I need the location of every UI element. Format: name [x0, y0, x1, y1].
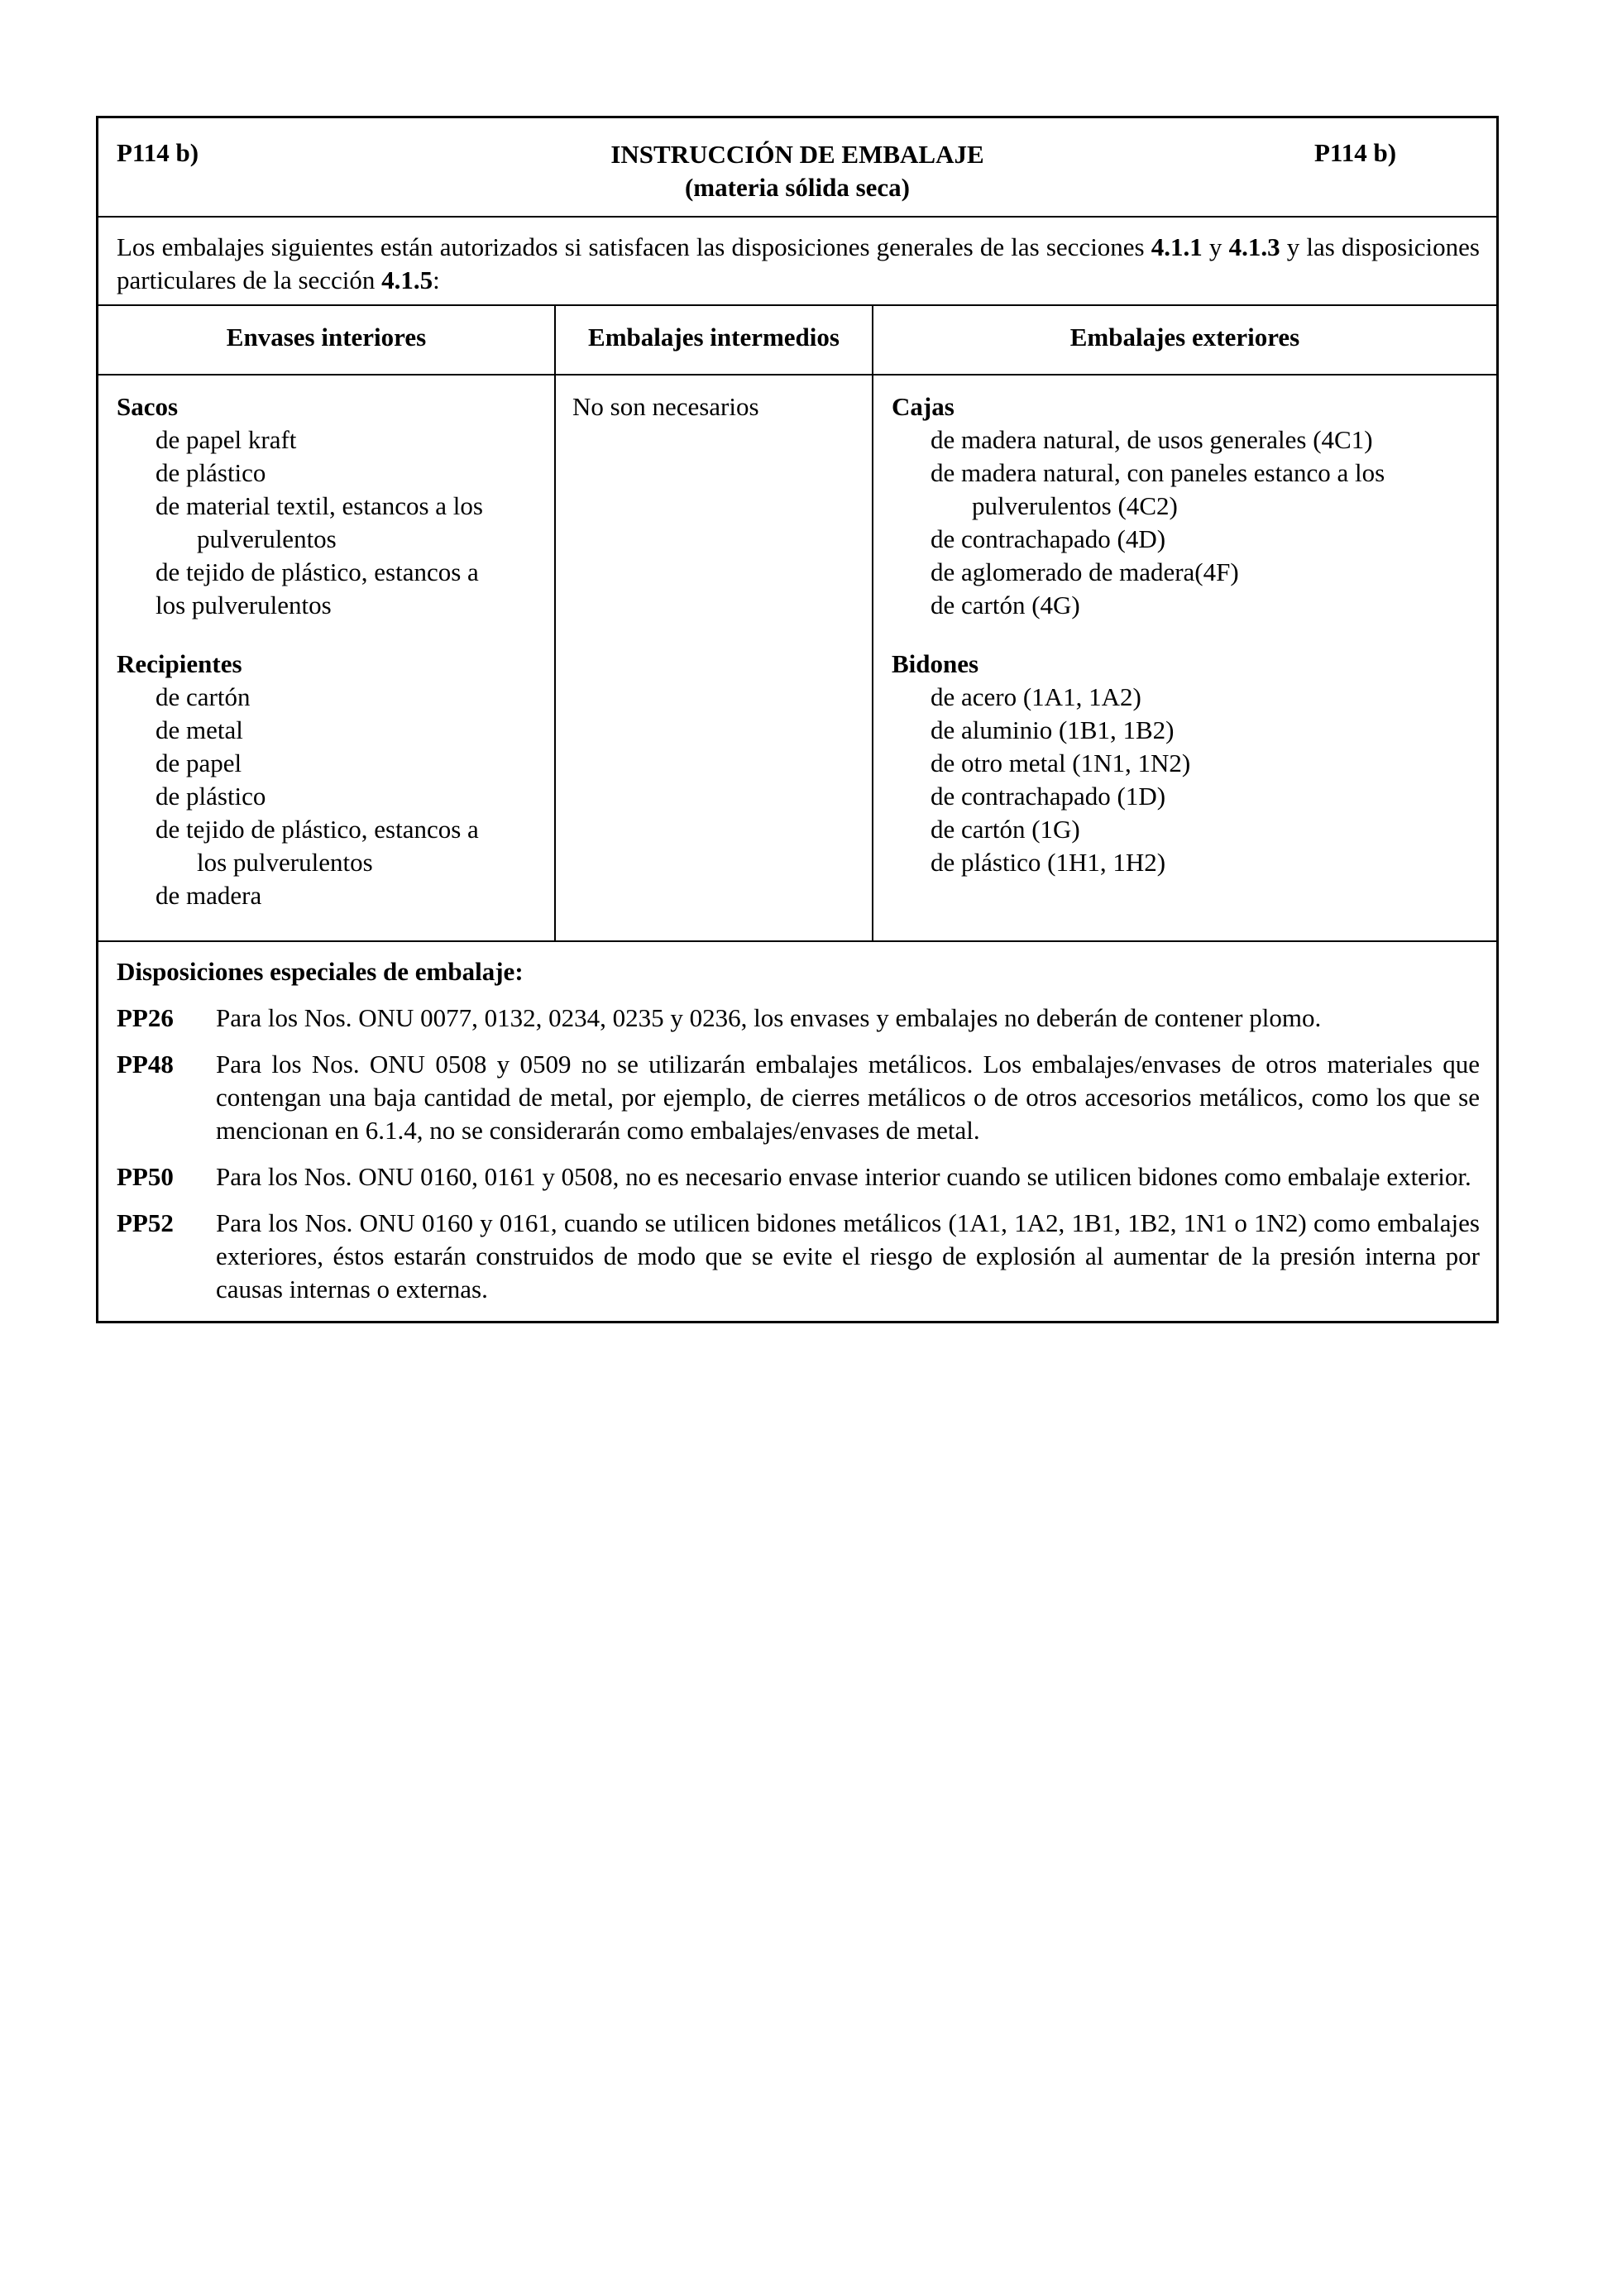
- instruction-header: [98, 118, 1496, 218]
- intermediate-packagings: [556, 375, 873, 940]
- provision-code: PP52: [117, 1208, 174, 1237]
- column-header-inner: Envases interiores: [98, 306, 556, 374]
- intro-text: :: [433, 265, 440, 294]
- instruction-title-block: [98, 138, 1496, 204]
- list-item: de madera: [156, 881, 262, 910]
- group-heading: Recipientes: [117, 649, 242, 678]
- list-item: de tejido de plástico, estancos a: [156, 557, 479, 586]
- list-item: de aglomerado de madera(4F): [931, 557, 1239, 586]
- list-item: de cartón (4G): [931, 591, 1080, 619]
- column-header-intermediate: Embalajes intermedios: [556, 306, 873, 374]
- provision-code: PP50: [117, 1162, 174, 1191]
- list-item: de plástico (1H1, 1H2): [931, 848, 1166, 877]
- list-item: de cartón (1G): [931, 815, 1080, 844]
- column-header-outer: Embalajes exteriores: [1069, 323, 1300, 352]
- special-provisions: [98, 942, 1496, 1321]
- provision-item: [117, 1207, 1480, 1306]
- packing-instruction-table: [96, 116, 1499, 1323]
- list-item: de madera natural, de usos generales (4C1): [931, 425, 1373, 454]
- provision-item: [117, 1160, 1480, 1193]
- list-item: de material textil, estancos a los: [156, 491, 483, 520]
- instruction-title: INSTRUCCIÓN DE EMBALAJE: [610, 140, 984, 169]
- intro-text: y: [1202, 232, 1229, 261]
- provision-text: Para los Nos. ONU 0077, 0132, 0234, 0235 y 0236, los envases y embalajes no deberán de contener plomo.: [216, 1003, 1322, 1032]
- provision-code: PP48: [117, 1050, 174, 1079]
- section-ref: 4.1.5: [381, 265, 433, 294]
- list-item: de otro metal (1N1, 1N2): [931, 749, 1191, 777]
- provision-code: PP26: [117, 1003, 174, 1032]
- list-item: de tejido de plástico, estancos a: [156, 815, 479, 844]
- inner-packagings: [98, 375, 556, 940]
- section-ref: 4.1.1: [1151, 232, 1203, 261]
- list-item: de papel: [156, 749, 242, 777]
- list-item: los pulverulentos: [197, 848, 373, 877]
- list-item: pulverulentos (4C2): [972, 491, 1178, 520]
- list-item: los pulverulentos: [156, 591, 332, 619]
- list-item: de cartón: [156, 682, 251, 711]
- intermediate-text: No son necesarios: [572, 392, 759, 421]
- intro-paragraph: [98, 218, 1496, 306]
- instruction-subtitle: (materia sólida seca): [684, 173, 911, 202]
- group-heading: Cajas: [892, 392, 955, 421]
- list-item: pulverulentos: [197, 524, 337, 553]
- list-item: de contrachapado (1D): [931, 782, 1166, 811]
- outer-packagings: [873, 375, 1496, 940]
- section-ref: 4.1.3: [1228, 232, 1280, 261]
- provision-text: Para los Nos. ONU 0160 y 0161, cuando se utilicen bidones metálicos (1A1, 1A2, 1B1, 1B2, 1N1 o 1N2) como embalajes exteriores, éstos estarán construidos de modo que se evite el riesgo de explosión al aumentar de la presión interna por causas internas o externas.: [216, 1208, 1480, 1303]
- list-item: de acero (1A1, 1A2): [931, 682, 1141, 711]
- intro-text: Los embalajes siguientes están autorizados si satisfacen las disposiciones generales de las secciones: [117, 232, 1151, 261]
- group-heading: Bidones: [892, 649, 979, 678]
- instruction-code-left: P114 b): [117, 138, 199, 167]
- provision-text: Para los Nos. ONU 0160, 0161 y 0508, no es necesario envase interior cuando se utilicen bidones como embalaje exterior.: [216, 1162, 1471, 1191]
- special-provisions-heading: Disposiciones especiales de embalaje:: [117, 957, 524, 986]
- list-item: de papel kraft: [156, 425, 297, 454]
- list-item: de metal: [156, 715, 243, 744]
- group-heading: Sacos: [117, 392, 179, 421]
- intro-text: y las disposiciones particulares de la sección: [117, 232, 1480, 294]
- provision-item: [117, 1002, 1480, 1035]
- provision-item: [117, 1048, 1480, 1147]
- column-headers: [98, 306, 1496, 375]
- list-item: de contrachapado (4D): [931, 524, 1166, 553]
- list-item: de aluminio (1B1, 1B2): [931, 715, 1175, 744]
- list-item: de plástico: [156, 458, 266, 487]
- instruction-code-right: P114 b): [1314, 138, 1397, 167]
- list-item: de plástico: [156, 782, 266, 811]
- list-item: de madera natural, con paneles estanco a los: [931, 458, 1385, 487]
- packaging-columns: [98, 375, 1496, 942]
- provision-text: Para los Nos. ONU 0508 y 0509 no se utilizarán embalajes metálicos. Los embalajes/envases de otros materiales que contengan una baja cantidad de metal, por ejemplo, de cierres metálicos o de otros accesorios metálicos, como los que se mencionan en 6.1.4, no se considerarán como embalajes/envases de metal.: [216, 1050, 1480, 1145]
